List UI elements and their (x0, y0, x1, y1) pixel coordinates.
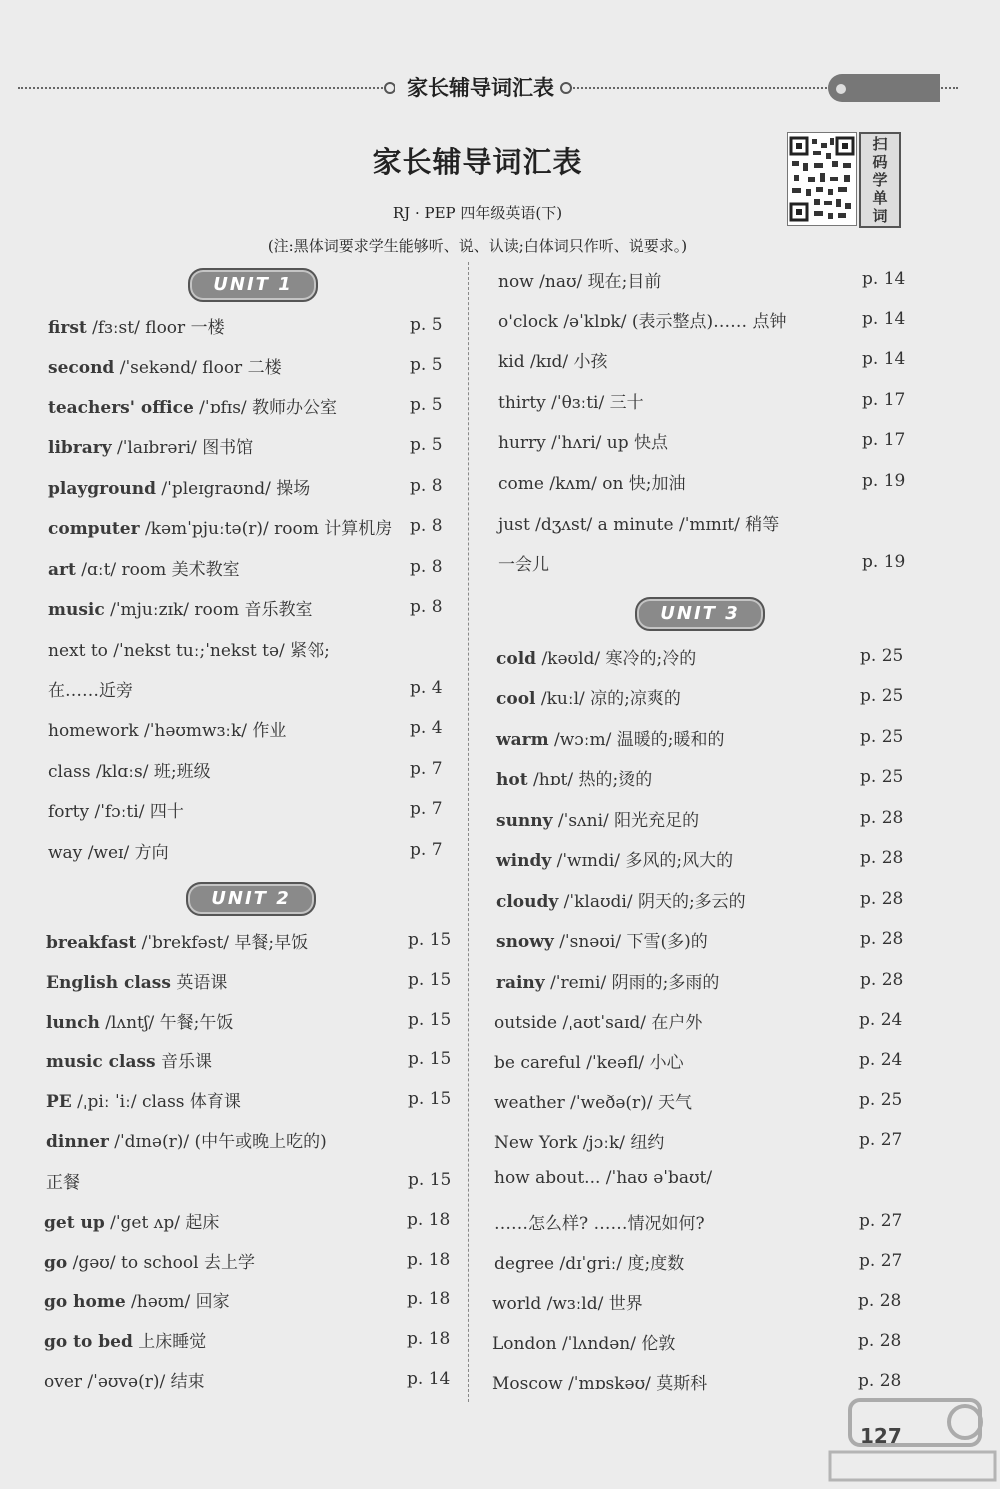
column-divider (468, 262, 469, 1402)
vocab-entry (48, 353, 282, 378)
page-ref: p. 4 (410, 718, 443, 738)
page-ref: p. 5 (410, 355, 443, 375)
vocab-gloss: kid /kɪd/ 小孩 (498, 352, 608, 372)
vocab-gloss: London /ˈlʌndən/ 伦敦 (492, 1334, 676, 1354)
vocab-gloss: /wɔːm/ 温暖的;暖和的 (548, 730, 725, 750)
page-ref: p. 7 (410, 759, 443, 779)
vocab-entry (496, 887, 746, 912)
vocab-gloss: class /klɑːs/ 班;班级 (48, 762, 211, 782)
vocab-gloss: next to /ˈnekst tuː;ˈnekst tə/ 紧邻; (48, 641, 330, 661)
unit-1-badge: UNIT 1 (188, 268, 318, 302)
vocab-word: second (48, 358, 115, 378)
vocab-word: windy (496, 851, 552, 871)
vocab-gloss: /ˈreɪni/ 阴雨的;多雨的 (544, 973, 720, 993)
vocab-word: cold (496, 649, 537, 669)
vocab-entry (46, 968, 227, 993)
vocab-entry (498, 347, 608, 372)
vocab-word: English class (46, 973, 171, 993)
vocab-entry (496, 968, 719, 993)
vocab-word: playground (48, 479, 157, 499)
page-ref: p. 25 (860, 727, 904, 747)
page-ref: p. 14 (862, 309, 906, 329)
vocab-word: computer (48, 519, 140, 539)
vocab-gloss: /ˈɒfɪs/ 教师办公室 (193, 398, 338, 418)
vocab-entry (46, 1087, 241, 1112)
vocab-entry (498, 550, 549, 575)
vocab-entry (44, 1327, 206, 1352)
vocab-entry (492, 1329, 675, 1354)
vocab-gloss: /kuːl/ 凉的;凉爽的 (535, 689, 681, 709)
page-ref: p. 28 (860, 808, 904, 828)
page-ref: p. 4 (410, 678, 443, 698)
vocab-gloss: /ˈsʌni/ 阳光充足的 (552, 811, 700, 831)
page-ref: p. 19 (862, 552, 906, 572)
qr-label-char: 词 (872, 207, 888, 225)
page-ref: p. 15 (408, 930, 452, 950)
page-ref: p. 15 (408, 1010, 452, 1030)
vocab-gloss: /lʌntʃ/ 午餐;午饭 (99, 1013, 234, 1033)
vocab-entry (494, 1128, 664, 1153)
tab-hole-icon (836, 84, 846, 94)
vocab-entry (48, 757, 211, 782)
page-ref: p. 15 (408, 1049, 452, 1069)
vocab-word: breakfast (46, 933, 137, 953)
qr-label-char: 扫 (872, 135, 888, 153)
vocab-gloss: thirty /ˈθɜːti/ 三十 (498, 393, 644, 413)
page-ref: p. 17 (862, 390, 906, 410)
page-ref: p. 14 (862, 269, 906, 289)
vocab-entry (48, 474, 310, 499)
vocab-gloss: degree /dɪˈgriː/ 度;度数 (494, 1254, 685, 1274)
page-ref: p. 17 (862, 430, 906, 450)
vocab-entry (44, 1208, 219, 1233)
qr-label-char: 学 (872, 171, 888, 189)
vocab-word: go to bed (44, 1332, 133, 1352)
page-ref: p. 5 (410, 395, 443, 415)
vocab-entry (48, 595, 313, 620)
vocab-gloss: how about... /ˈhaʊ əˈbaʊt/ (494, 1168, 713, 1188)
page-note: (注:黑体词要求学生能够听、说、认读;白体词只作听、说要求。) (267, 237, 688, 255)
vocab-entry (498, 428, 668, 453)
page-ref: p. 8 (410, 597, 443, 617)
qr-label-char: 单 (872, 189, 888, 207)
vocab-entry (48, 313, 225, 338)
qr-code-icon[interactable] (787, 132, 857, 226)
vocab-word: hot (496, 770, 528, 790)
vocab-gloss: /ˈdɪnə(r)/ (中午或晚上吃的) (108, 1132, 327, 1152)
page-ref: p. 27 (859, 1251, 903, 1271)
vocab-word: warm (496, 730, 549, 750)
vocab-entry (44, 1248, 255, 1273)
vocab-gloss: over /ˈəʊvə(r)/ 结束 (44, 1372, 205, 1392)
page-ref: p. 5 (410, 315, 443, 335)
vocab-entry (498, 469, 686, 494)
vocab-gloss: 英语课 (170, 973, 228, 993)
vocab-gloss: outside /ˌaʊtˈsaɪd/ 在户外 (494, 1013, 703, 1033)
page-ref: p. 28 (858, 1331, 902, 1351)
vocab-entry (46, 1168, 80, 1193)
vocab-entry (46, 1008, 233, 1033)
vocab-entry (48, 636, 330, 661)
vocab-gloss: /kəmˈpjuːtə(r)/ room 计算机房 (139, 519, 393, 539)
vocab-entry (492, 1289, 643, 1314)
vocab-word: PE (46, 1092, 72, 1112)
watermark-logo-icon (820, 1390, 1000, 1489)
vocab-gloss: ……怎么样? ……情况如何? (494, 1214, 705, 1234)
vocab-entry (494, 1209, 705, 1234)
vocab-word: rainy (496, 973, 545, 993)
vocab-gloss: /fɜːst/ floor 一楼 (86, 318, 225, 338)
vocab-gloss: /ˈmjuːzɪk/ room 音乐教室 (104, 600, 313, 620)
vocab-gloss: weather /ˈweðə(r)/ 天气 (494, 1093, 692, 1113)
vocab-entry (494, 1168, 712, 1188)
page-title: 家长辅导词汇表 (372, 145, 583, 179)
vocab-gloss: /ˈklaʊdi/ 阴天的;多云的 (558, 892, 746, 912)
vocab-entry (496, 725, 725, 750)
vocab-gloss: 在……近旁 (48, 681, 133, 701)
page-ref: p. 28 (860, 970, 904, 990)
page-ref: p. 28 (860, 929, 904, 949)
page-ref: p. 14 (862, 349, 906, 369)
vocab-entry (496, 806, 699, 831)
page-ref: p. 14 (407, 1369, 451, 1389)
vocab-entry (496, 684, 681, 709)
page-ref: p. 28 (860, 889, 904, 909)
vocab-word: go (44, 1253, 68, 1273)
vocab-entry (44, 1367, 205, 1392)
vocab-entry (44, 1287, 230, 1312)
vocab-gloss: /gəʊ/ to school 去上学 (67, 1253, 255, 1273)
vocab-gloss: hurry /ˈhʌri/ up 快点 (498, 433, 669, 453)
vocab-entry (492, 1369, 707, 1394)
vocab-entry (498, 267, 661, 292)
page-ref: p. 18 (407, 1250, 451, 1270)
page-ref: p. 25 (860, 767, 904, 787)
vocab-gloss: /ˌpiː ˈiː/ class 体育课 (71, 1092, 241, 1112)
vocab-word: art (48, 560, 76, 580)
vocab-word: get up (44, 1213, 105, 1233)
vocab-gloss: /ˈsekənd/ floor 二楼 (114, 358, 282, 378)
vocab-word: lunch (46, 1013, 100, 1033)
unit-2-badge: UNIT 2 (186, 882, 316, 916)
vocab-word: sunny (496, 811, 553, 831)
page-ref: p. 25 (859, 1090, 903, 1110)
vocab-gloss: now /naʊ/ 现在;目前 (498, 272, 662, 292)
page-ref: p. 27 (859, 1211, 903, 1231)
page-ref: p. 19 (862, 471, 906, 491)
vocab-gloss: be careful /ˈkeəfl/ 小心 (494, 1053, 684, 1073)
vocab-gloss: forty /ˈfɔːti/ 四十 (48, 802, 184, 822)
vocab-entry (498, 510, 779, 535)
vocab-gloss: 音乐课 (155, 1052, 213, 1072)
vocab-gloss: /kəʊld/ 寒冷的;冷的 (536, 649, 697, 669)
page-ref: p. 7 (410, 799, 443, 819)
vocab-entry (48, 838, 169, 863)
page-ref: p. 15 (408, 1089, 452, 1109)
vocab-entry (496, 765, 652, 790)
page-ref: p. 28 (860, 848, 904, 868)
page-ref: p. 15 (408, 970, 452, 990)
vocab-entry (494, 1048, 684, 1073)
vocab-entry (496, 644, 696, 669)
header-label: 家长辅导词汇表 (395, 72, 566, 102)
vocab-entry (48, 514, 392, 539)
vocab-entry (496, 846, 733, 871)
vocab-entry (494, 1088, 692, 1113)
vocab-gloss: /ˈsnəʊi/ 下雪(多)的 (553, 932, 708, 952)
vocab-gloss: /ˈget ʌp/ 起床 (104, 1213, 220, 1233)
page-ref: p. 5 (410, 435, 443, 455)
vocab-entry (46, 1047, 212, 1072)
page-ref: p. 28 (858, 1291, 902, 1311)
vocab-gloss: way /weɪ/ 方向 (48, 843, 169, 863)
page-ref: p. 24 (859, 1010, 903, 1030)
page-ref: p. 8 (410, 476, 443, 496)
vocab-gloss: world /wɜːld/ 世界 (492, 1294, 643, 1314)
vocab-word: dinner (46, 1132, 109, 1152)
vocab-gloss: /ˈpleɪgraʊnd/ 操场 (156, 479, 311, 499)
vocab-entry (48, 797, 184, 822)
page-ref: p. 8 (410, 516, 443, 536)
header-dot-right (560, 82, 572, 94)
page-ref: p. 18 (407, 1210, 451, 1230)
vocab-gloss: 正餐 (46, 1173, 80, 1193)
vocab-word: library (48, 438, 112, 458)
page-ref: p. 24 (859, 1050, 903, 1070)
vocab-gloss: come /kʌm/ on 快;加油 (498, 474, 686, 494)
vocab-entry (498, 388, 644, 413)
vocab-entry (46, 1127, 327, 1152)
vocab-entry (46, 928, 308, 953)
vocab-word: teachers' office (48, 398, 194, 418)
page-subtitle: RJ · PEP 四年级英语(下) (392, 204, 563, 222)
vocab-entry (494, 1249, 684, 1274)
vocab-gloss: /həʊm/ 回家 (125, 1292, 230, 1312)
vocab-gloss: 上床睡觉 (132, 1332, 207, 1352)
vocab-gloss: /hɒt/ 热的;烫的 (527, 770, 653, 790)
vocab-entry (48, 433, 253, 458)
page-number: 127 (860, 1424, 902, 1448)
vocab-gloss: /ˈwɪndi/ 多风的;风大的 (551, 851, 734, 871)
page-ref: p. 27 (859, 1130, 903, 1150)
vocab-gloss: /ˈlaɪbrəri/ 图书馆 (111, 438, 254, 458)
vocab-word: music (48, 600, 105, 620)
vocab-gloss: New York /jɔːk/ 纽约 (494, 1133, 665, 1153)
vocab-word: snowy (496, 932, 554, 952)
vocab-gloss: just /dʒʌst/ a minute /ˈmɪnɪt/ 稍等 (498, 515, 780, 535)
vocab-gloss: Moscow /ˈmɒskəʊ/ 莫斯科 (492, 1374, 708, 1394)
vocab-gloss: /ˈbrekfəst/ 早餐;早饭 (136, 933, 309, 953)
qr-label[interactable] (859, 132, 901, 228)
qr-label-char: 码 (872, 153, 888, 171)
vocab-gloss: o'clock /əˈklɒk/ (表示整点)…… 点钟 (498, 312, 787, 332)
page-ref: p. 15 (408, 1170, 452, 1190)
page-ref: p. 25 (860, 686, 904, 706)
page-ref: p. 8 (410, 557, 443, 577)
vocab-entry (48, 716, 286, 741)
page-ref: p. 7 (410, 840, 443, 860)
vocab-entry (494, 1008, 702, 1033)
vocab-gloss: 一会儿 (498, 555, 549, 575)
vocab-word: cool (496, 689, 536, 709)
vocab-entry (498, 307, 787, 332)
vocab-word: go home (44, 1292, 126, 1312)
vocab-word: cloudy (496, 892, 559, 912)
page-ref: p. 28 (858, 1371, 902, 1391)
unit-3-badge: UNIT 3 (635, 597, 765, 631)
page-ref: p. 18 (407, 1329, 451, 1349)
vocab-entry (48, 676, 133, 701)
vocab-entry (48, 393, 337, 418)
vocab-gloss: /ɑːt/ room 美术教室 (75, 560, 240, 580)
vocab-entry (48, 555, 240, 580)
vocab-word: first (48, 318, 87, 338)
vocab-gloss: homework /ˈhəʊmwɜːk/ 作业 (48, 721, 287, 741)
vocab-word: music class (46, 1052, 156, 1072)
page-ref: p. 25 (860, 646, 904, 666)
vocab-entry (496, 927, 708, 952)
page-ref: p. 18 (407, 1289, 451, 1309)
